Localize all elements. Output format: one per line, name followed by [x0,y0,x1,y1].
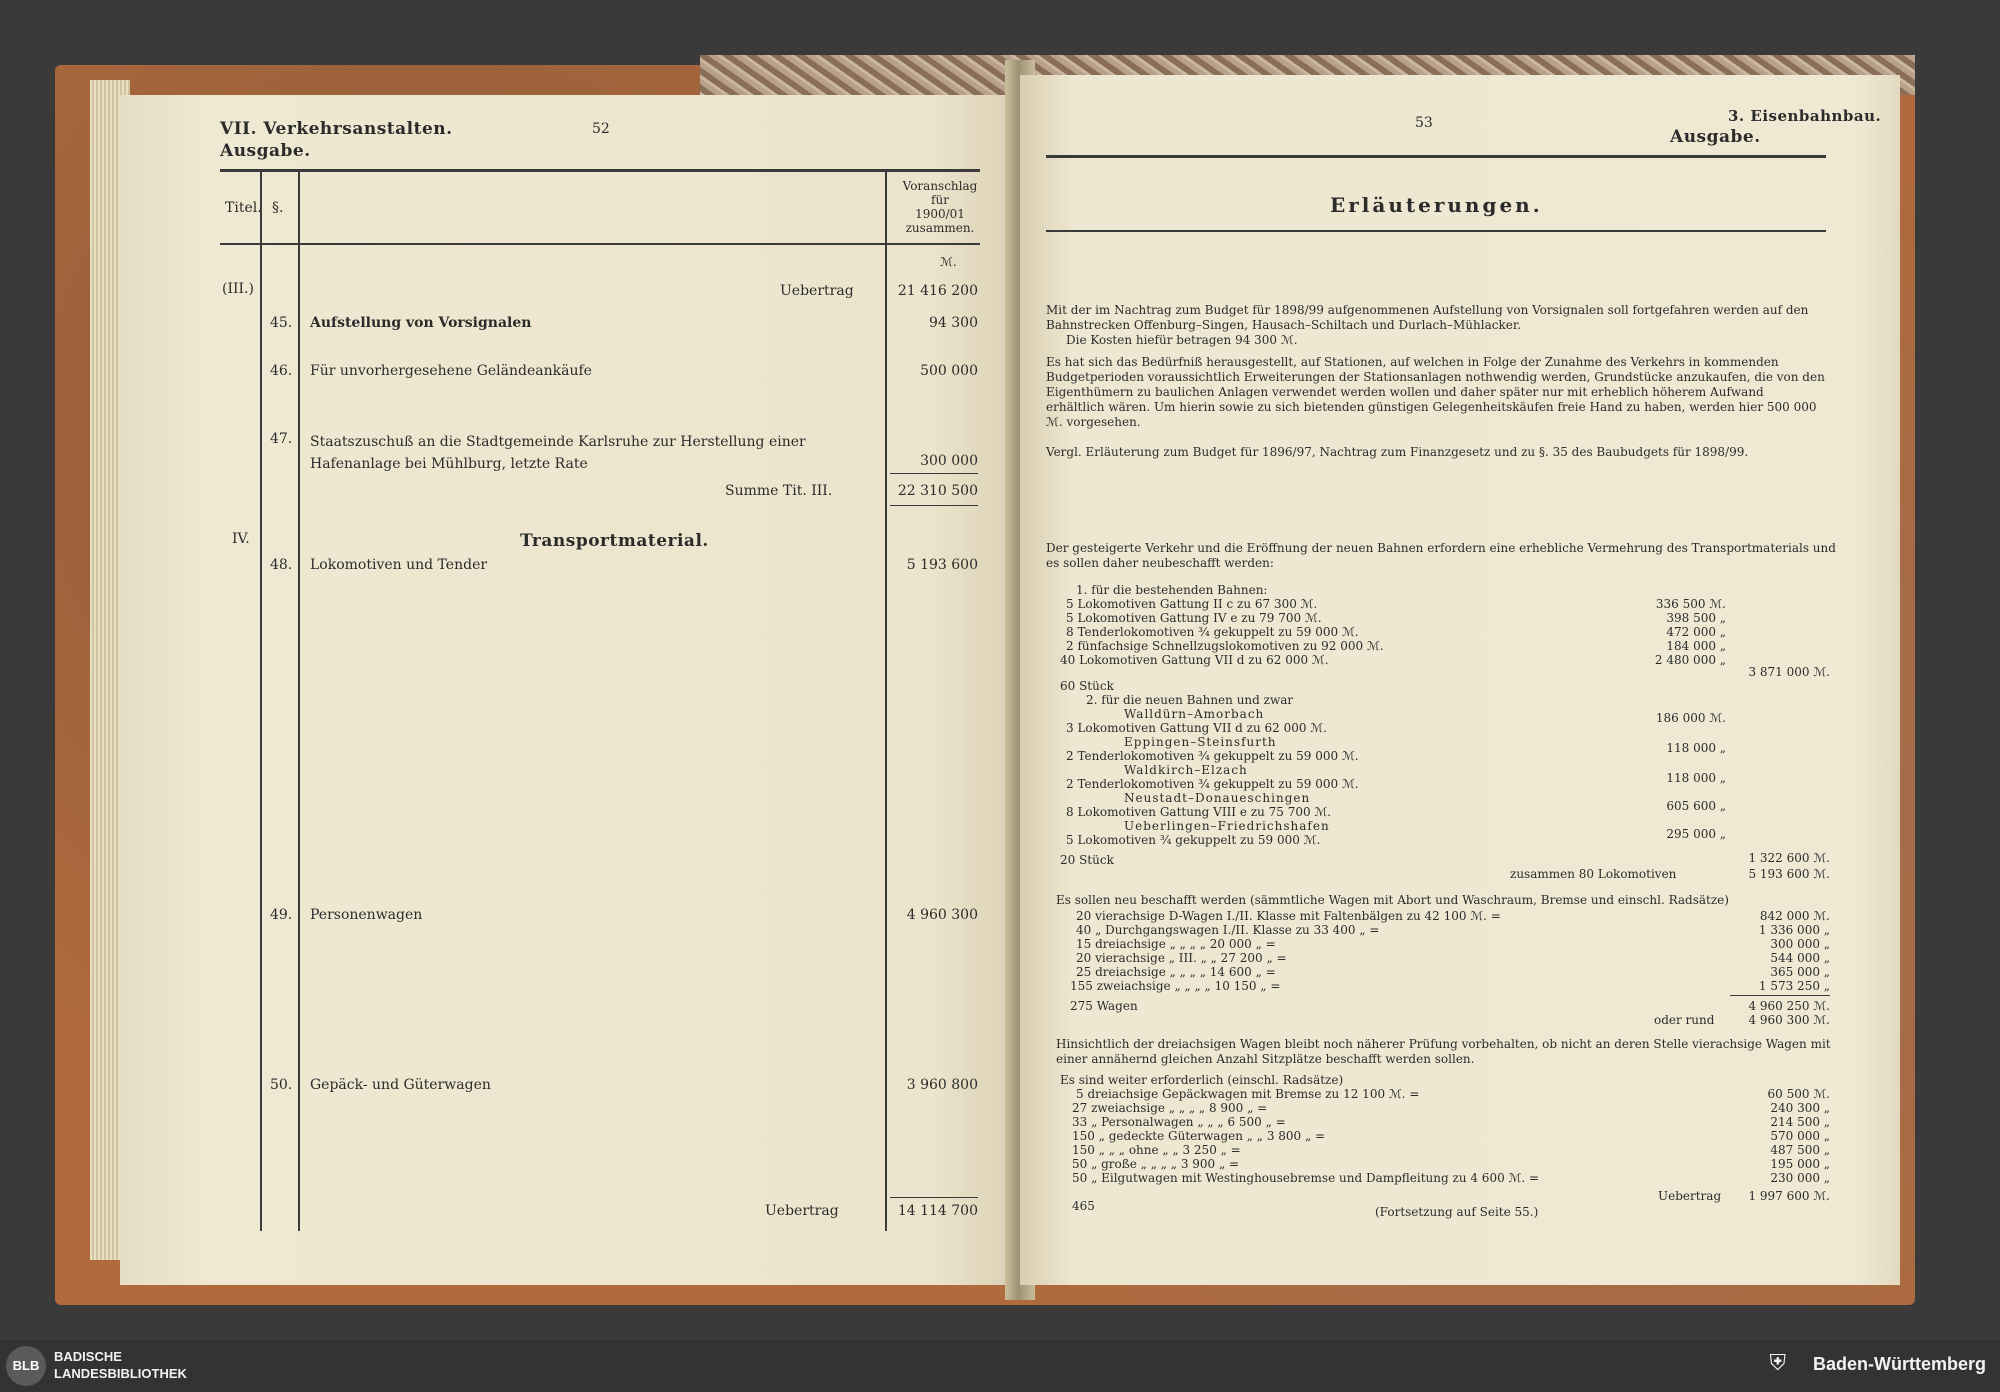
left-header-rule [220,243,980,245]
gw-line: 50 „ Eilgutwagen mit Westinghousebremse und Dampfleitung zu 4 600 ℳ. = [1072,1171,1540,1185]
loco2-count: 20 Stück [1060,853,1114,867]
paragraph-vorsignale-cost: Die Kosten hiefür betragen 94 300 ℳ. [1066,333,1298,347]
row-amount: 21 416 200 [897,283,978,299]
gw-line: 150 „ gedeckte Güterwagen „ „ 3 800 „ = [1072,1129,1326,1143]
right-page [1020,75,1900,1285]
right-header-section: 3. Eisenbahnbau. [1728,107,1882,125]
paragraph-weitere: Es sind weiter erforderlich (einschl. Radsätze) [1060,1073,1344,1087]
library-name-line-2: LANDESBIBLIOTHEK [54,1366,187,1381]
pw-line: 155 zweiachsige „ „ „ „ 10 150 „ = [1070,979,1281,993]
row-amount: 5 193 600 [906,557,978,573]
right-title-rule [1046,230,1826,232]
row-text: Für unvorhergesehene Geländeankäufe [310,363,592,379]
loco2-total: 1 322 600 ℳ. [1748,851,1830,865]
row-text: Aufstellung von Vorsignalen [310,315,532,331]
loco-amount: 472 000 „ [1666,625,1726,639]
left-top-rule [220,169,980,172]
loco-line: 2 fünfachsige Schnellzugslokomotiven zu 92 000 ℳ. [1066,639,1384,653]
paragraph-transport: Der gesteigerte Verkehr und die Eröffnung der neuen Bahnen erfordern eine erhebliche Vermehrung des Transportmaterials und es sollen daher neubeschafft werden: [1046,541,1836,570]
row-para: 47. [270,431,293,447]
row-para: 48. [270,557,293,573]
row-para: 46. [270,363,293,379]
gw-line: 150 „ „ „ ohne „ „ 3 250 „ = [1072,1143,1241,1157]
loco-amount: 336 500 ℳ. [1655,597,1726,611]
loco-amount: 118 000 „ [1666,771,1726,785]
railway-line: Waldkirch–Elzach [1124,763,1248,777]
loco-line: 8 Tenderlokomotiven ¾ gekuppelt zu 59 000 ℳ. [1066,625,1359,639]
row-para: 50. [270,1077,293,1093]
voranschlag-line-3: 1900/01 [915,207,965,221]
paragraph-gelaende: Es hat sich das Bedürfniß herausgestellt, auf Stationen, auf welchen in Folge der Zunahme des Verkehrs in kommenden Budgetperioden voraussichtlich Erweiterungen der Stationsanlagen nothwendig werden, Grundstücke anzukaufen, die von den Eigenthümern zu baulichen Anlagen verwendet werden wollen und daher später nur mit erheblich höherem Aufwand erhältlich wären. Um hierin sowie zu sich bietenden günstigen Gelegenheitskäufen freie Hand zu haben, werden hier 500 000 ℳ. vorgesehen. [1046,355,1825,429]
pw-line: 25 dreiachsige „ „ „ „ 14 600 „ = [1076,965,1276,979]
left-header-sub: Ausgabe. [220,141,311,161]
col-header-voranschlag [900,179,980,235]
left-header-section: VII. Verkehrsanstalten. [220,119,453,139]
row-amount: 300 000 [920,453,978,469]
row-amount: 3 960 800 [906,1077,978,1093]
loco-sum-label: zusammen 80 Lokomotiven [1510,867,1677,881]
coat-of-arms-icon: ⛨ [1769,1350,1786,1375]
pw-total: 4 960 250 ℳ. [1748,999,1830,1013]
pw-amount: 1 573 250 „ [1758,979,1830,993]
row-para: 45. [270,315,293,331]
pw-round: 4 960 300 ℳ. [1748,1013,1830,1027]
row-text: Lokomotiven und Tender [310,557,488,573]
railway-line: Eppingen–Steinsfurth [1124,735,1277,749]
right-header-sub: Ausgabe. [1670,127,1761,147]
erlaeuterungen-title: Erläuterungen. [1330,193,1543,217]
gw-line: 27 zweiachsige „ „ „ „ 8 900 „ = [1072,1101,1268,1115]
voranschlag-line-1: Voranschlag [902,179,978,193]
row-para: 49. [270,907,293,923]
pw-line: 15 dreiachsige „ „ „ „ 20 000 „ = [1076,937,1276,951]
gw-uebertrag: 1 997 600 ℳ. [1748,1189,1830,1203]
paragraph-dreiachsige: Hinsichtlich der dreiachsigen Wagen bleibt noch näherer Prüfung vorbehalten, ob nicht an deren Stelle vierachsige Wagen mit einer annähernd gleichen Anzahl Sitzplätze beschafft werden sollen. [1056,1037,1831,1066]
row-text: Gepäck- und Güterwagen [310,1077,491,1093]
gw-amount: 60 500 ℳ. [1767,1087,1830,1101]
library-name[interactable] [54,1348,187,1382]
loco-line: 3 Lokomotiven Gattung VII d zu 62 000 ℳ. [1066,721,1327,735]
gw-line: 33 „ Personalwagen „ „ „ 6 500 „ = [1072,1115,1286,1129]
railway-line: Walldürn–Amorbach [1124,707,1265,721]
row-titel: (III.) [222,281,254,297]
right-top-rule [1046,155,1826,158]
sum-rule [890,473,978,474]
loco-line: 2 Tenderlokomotiven ¾ gekuppelt zu 59 000 ℳ. [1066,749,1359,763]
col-divider-para [298,171,300,1231]
gw-line: 50 „ große „ „ „ „ 3 900 „ = [1072,1157,1240,1171]
loco-line: 5 Lokomotiven Gattung IV e zu 79 700 ℳ. [1066,611,1322,625]
pw-line: 40 „ Durchgangswagen I./II. Klasse zu 33 400 „ = [1076,923,1380,937]
row-amount: 500 000 [920,363,978,379]
pw-amount: 300 000 „ [1770,937,1830,951]
right-page-number: 53 [1415,115,1433,131]
gw-amount: 570 000 „ [1770,1129,1830,1143]
row-text: Summe Tit. III. [725,483,833,499]
gw-uebertrag-label: Uebertrag [1658,1189,1722,1203]
row-titel: IV. [232,531,250,547]
pw-line: 20 vierachsige D-Wagen I./II. Klasse mit Faltenbälgen zu 42 100 ℳ. = [1076,909,1501,923]
blb-logo[interactable]: BLB [6,1346,46,1386]
subheading-neue: 2. für die neuen Bahnen und zwar [1086,693,1294,707]
loco-line: 5 Lokomotiven Gattung II c zu 67 300 ℳ. [1066,597,1318,611]
col-header-para: §. [272,200,284,216]
viewer-footer [0,1340,2000,1392]
currency-label: ℳ. [940,255,957,269]
loco-line: 40 Lokomotiven Gattung VII d zu 62 000 ℳ. [1060,653,1329,667]
col-divider-amount [885,171,887,1231]
col-header-titel: Titel. [225,200,262,216]
sum-rule [890,505,978,506]
gw-amount: 195 000 „ [1770,1157,1830,1171]
section-heading: Transportmaterial. [520,531,709,551]
railway-line: Neustadt–Donaueschingen [1124,791,1311,805]
row-amount: 94 300 [929,315,978,331]
loco-line: 8 Lokomotiven Gattung VIII e zu 75 700 ℳ. [1066,805,1332,819]
paragraph-hafen: Vergl. Erläuterung zum Budget für 1896/97, Nachtrag zum Finanzgesetz und zu §. 35 des Baubudgets für 1898/99. [1046,445,1749,459]
row-text: Personenwagen [310,907,423,923]
row-amount: 4 960 300 [906,907,978,923]
voranschlag-line-4: zusammen. [905,221,975,235]
row-amount: 14 114 700 [897,1203,978,1219]
gw-amount: 487 500 „ [1770,1143,1830,1157]
pw-round-label: oder rund [1654,1013,1715,1027]
pw-amount: 1 336 000 „ [1758,923,1830,937]
paragraph-vorsignale: Mit der im Nachtrag zum Budget für 1898/99 aufgenommenen Aufstellung von Vorsignalen soll fortgefahren werden auf den Bahnstrecken Offenburg–Singen, Hausach–Schiltach und Durlach–Mühlacker. [1046,303,1809,332]
row-amount: 22 310 500 [897,483,978,499]
loco-amount: 184 000 „ [1666,639,1726,653]
row-text: Uebertrag [780,283,854,299]
pw-amount: 544 000 „ [1770,951,1830,965]
paragraph-personenwagen: Es sollen neu beschafft werden (sämmtliche Wagen mit Abort und Waschraum, Bremse und einschl. Radsätze) [1056,893,1729,907]
library-name-line-1: BADISCHE [54,1349,122,1364]
left-page [120,95,1020,1285]
subheading-bestehende: 1. für die bestehenden Bahnen: [1076,583,1268,597]
loco-amount: 2 480 000 „ [1654,653,1726,667]
gw-line: 5 dreiachsige Gepäckwagen mit Bremse zu 12 100 ℳ. = [1076,1087,1420,1101]
voranschlag-line-2: für [931,193,949,207]
loco1-total: 3 871 000 ℳ. [1748,665,1830,679]
gw-amount: 230 000 „ [1770,1171,1830,1185]
loco-line: 5 Lokomotiven ¾ gekuppelt zu 59 000 ℳ. [1066,833,1321,847]
loco-sum: 5 193 600 ℳ. [1748,867,1830,881]
loco-line: 2 Tenderlokomotiven ¾ gekuppelt zu 59 000 ℳ. [1066,777,1359,791]
loco-amount: 118 000 „ [1666,741,1726,755]
pw-amount: 365 000 „ [1770,965,1830,979]
sum-rule [890,1197,978,1198]
row-text: Uebertrag [765,1203,839,1219]
gw-count: 465 [1072,1199,1095,1213]
gw-amount: 214 500 „ [1770,1115,1830,1129]
col-divider-titel [260,171,262,1231]
loco-amount: 398 500 „ [1666,611,1726,625]
loco-amount: 295 000 „ [1666,827,1726,841]
loco-amount: 605 600 „ [1666,799,1726,813]
left-page-number: 52 [592,121,610,137]
pw-count: 275 Wagen [1070,999,1138,1013]
railway-line: Ueberlingen–Friedrichshafen [1124,819,1330,833]
loco1-count: 60 Stück [1060,679,1114,693]
sum-rule [1730,995,1830,996]
gw-amount: 240 300 „ [1770,1101,1830,1115]
continuation-note: (Fortsetzung auf Seite 55.) [1375,1205,1539,1219]
pw-line: 20 vierachsige „ III. „ „ 27 200 „ = [1076,951,1287,965]
row-text: Staatszuschuß an die Stadtgemeinde Karlsruhe zur Herstellung einer Hafenanlage bei Mühlburg, letzte Rate [310,434,806,472]
pw-amount: 842 000 ℳ. [1759,909,1830,923]
state-logo-text[interactable]: Baden-Württemberg [1812,1354,1986,1374]
loco-amount: 186 000 ℳ. [1655,711,1726,725]
